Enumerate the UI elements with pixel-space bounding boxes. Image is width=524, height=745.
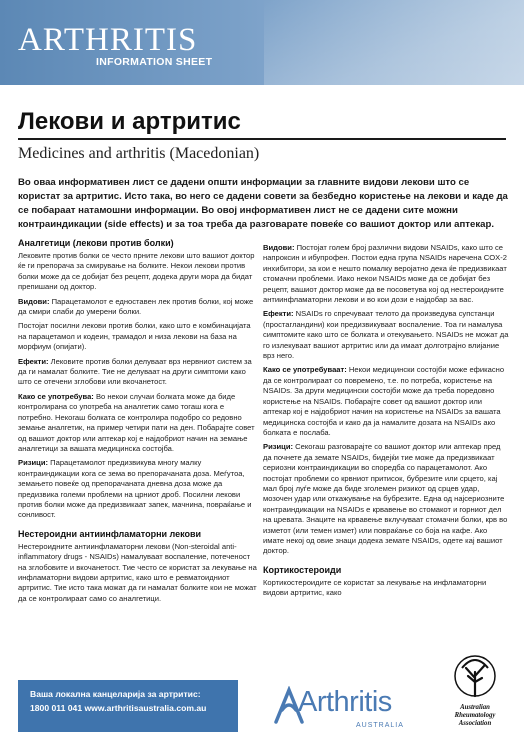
title-divider: [18, 138, 506, 140]
local-office-box: [18, 680, 238, 732]
office-contact[interactable]: 1800 011 041 www.arthritisaustralia.com.au: [30, 703, 207, 713]
paragraph: [18, 297, 258, 318]
paragraph-label: Како се употребуваат:: [263, 365, 347, 375]
page-title: Лекови и артритис: [18, 108, 241, 135]
paragraph: [18, 357, 258, 388]
paragraph: [263, 442, 509, 556]
paragraph-text: Во некои случаи болката може да биде контролирана со употреба на аналгетик само тогаш кога е потребно. Некогаш болката се контролира подобро со редовно земање аналгетик, на пример четири пати на ден. Побарајте совет од вашиот доктор или аптекар кој е најдобриот начин на земање аналгетици за вашата медицинска состојба.: [18, 391, 255, 453]
association-name: Australian Rheumatology Association: [454, 704, 496, 727]
paragraph-text: Парацетамолот е едноставен лек против болки, кој може да смири слаби до умерени болки.: [18, 296, 254, 317]
tree-emblem-icon: [442, 652, 508, 704]
office-label: Ваша локална канцеларија за артритис:: [30, 689, 201, 699]
paragraph: Постојат посилни лекови против болки, како што е комбинацијата на парацетамол и кодеин, трамадол и низа лекови на база на морфиум (опијати).: [18, 321, 251, 352]
paragraph-text: NSAIDs го спречуваат телото да произведува супстанци (простагландини) кои предизвикуваат воспаление. Тоа ги намалува симптомите како што се болката и отекувањето. NSAIDs не можат да го излекуваат вашиот артритис или да имаат долготрајно влијание врз него.: [263, 309, 509, 361]
paragraph: [18, 392, 258, 454]
sheet-label: INFORMATION SHEET: [96, 56, 213, 68]
paragraph: [18, 458, 258, 520]
section-heading-corticosteroids: Кортикостероиди: [263, 564, 342, 575]
arthritis-australia-logo: [272, 682, 402, 732]
paragraph-text: Лековите против болки делуваат врз нервниот систем за да ги намалат болките. Тие не делуваат на други симптоми како што се отечени зглобови или вкочанетост.: [18, 356, 252, 387]
logo-subtext: AUSTRALIA: [356, 722, 404, 729]
paragraph-label: Ефекти:: [18, 356, 49, 366]
paragraph-text: Постојат голем број различни видови NSAIDs, како што се напроксин и ибупрофен. Постои една група NSAIDs наречена COX-2 инхибитори, за кои е нешто помалку веројатно дека ќе предизвикаат стомачни проблеми. Иако некои NSAIDs може да се добијат без рецепт, вашиот доктор може да ве посоветува кој од нестероидните антиинфламаторни лекови и во кои дози е најдобар за вас.: [263, 243, 507, 305]
paragraph-text: Парацетамолот предизвикува многу малку контраиндикации кога се зема во препорачаната доза. Меѓутоа, земањето повеќе од препорачаната дневна доза може да предизвика големи проблеми на црниот дроб. Посилни лекови против болки може да предизвикаат запек, мачнина, повраќање и сонливост.: [18, 458, 252, 520]
paragraph-label: Како се употребува:: [18, 391, 94, 401]
paragraph: [263, 365, 509, 438]
header-gradient: [264, 0, 524, 85]
paragraph-label: Видови:: [263, 243, 295, 252]
paragraph-text: Некои медицински состојби може ефикасно да се контролираат со повремено, т.е. по потреба, користење на NSAIDs. За други медицински состојби може да треба поредовно користење на NSAIDs. Побарајте совет од вашиот доктор или аптекар кој е најдобриот начин на користење на NSAIDs за вашата медицинска состојба и како да ја намалите дозата на NSAIDs ако болката е послаба.: [263, 365, 505, 437]
paragraph: Нестероидните антиинфламаторни лекови (Non-steroidal anti-inflammatory drugs - NSAIDs) намалуваат воспаление, потеченост на зглобовите и вкочанетост. Тие често се користат за лекување на инфламаторни видови артритис, како што е ревматоидниот артритис. Тие исто така можат да ги намалат болките кои не можат да се контролираат само со аналгетици.: [18, 541, 257, 603]
brand-title: ARTHRITIS: [18, 22, 198, 58]
paragraph-label: Ризици:: [263, 442, 294, 452]
paragraph: Кортикостероидите се користат за лекување на инфламаторни видови артритис, како: [263, 577, 487, 598]
intro-paragraph: Во оваа информативен лист се дадени општи информации за главните видови лекови што се користат за артритис. Исто така, во него се дадени совети за безбедно користење на лекови и каде да се побараат натамошни информации. Во овој информативен лист не се дадени сите можни контраиндикации (side effects) и за тоа треба да разговарате повеќе со вашиот доктор или аптекар.: [18, 177, 508, 230]
rheumatology-association-logo: [442, 652, 508, 738]
paragraph: Лековите против болки се често прните лекови што вашиот доктор ќе ги препорача за смирување на болките. Некои лекови против болки може да се добијат без рецепт, додека други мора да бидат препишани од доктор.: [18, 251, 255, 292]
left-column: [18, 237, 258, 608]
header-banner: [0, 0, 524, 85]
logo-word: Arthritis: [298, 686, 392, 718]
paragraph-label: Ризици:: [18, 458, 49, 468]
paragraph-text: Секогаш разговарајте со вашиот доктор или аптекар пред да почнете да земате NSAIDs, бидејќи тие може да предизвикаат сериозни контраиндикации во споредба со парацетамолот. Ако постојат проблеми со крвниот притисок, бубрезите или срцето, кај мал број луѓе може да биде зголемен ризикот од срцев удар, мозочен удар или откажување на бубрезите. Една од најсериозните контраиндикации на NSAIDs е крвавење во стомакот и горниот дел на цревата. Знаците на крвавење вклучуваат стомачни болки, крв во изметот (или темен измет) или повраќање со боја на кафе. Ако имате некој од овие знаци додека земате NSAIDs, одете кај вашиот доктор.: [263, 442, 508, 556]
paragraph-label: Видови:: [18, 296, 50, 306]
paragraph-label: Ефекти:: [263, 309, 294, 319]
right-column: [263, 243, 509, 603]
paragraph: [263, 309, 509, 361]
page-subtitle: Medicines and arthritis (Macedonian): [18, 145, 260, 162]
section-heading-nsaids: Нестероидни антиинфламаторни лекови: [18, 528, 202, 539]
paragraph: [263, 243, 509, 305]
section-heading-analgesics: Аналгетици (лекови против болки): [18, 238, 174, 248]
